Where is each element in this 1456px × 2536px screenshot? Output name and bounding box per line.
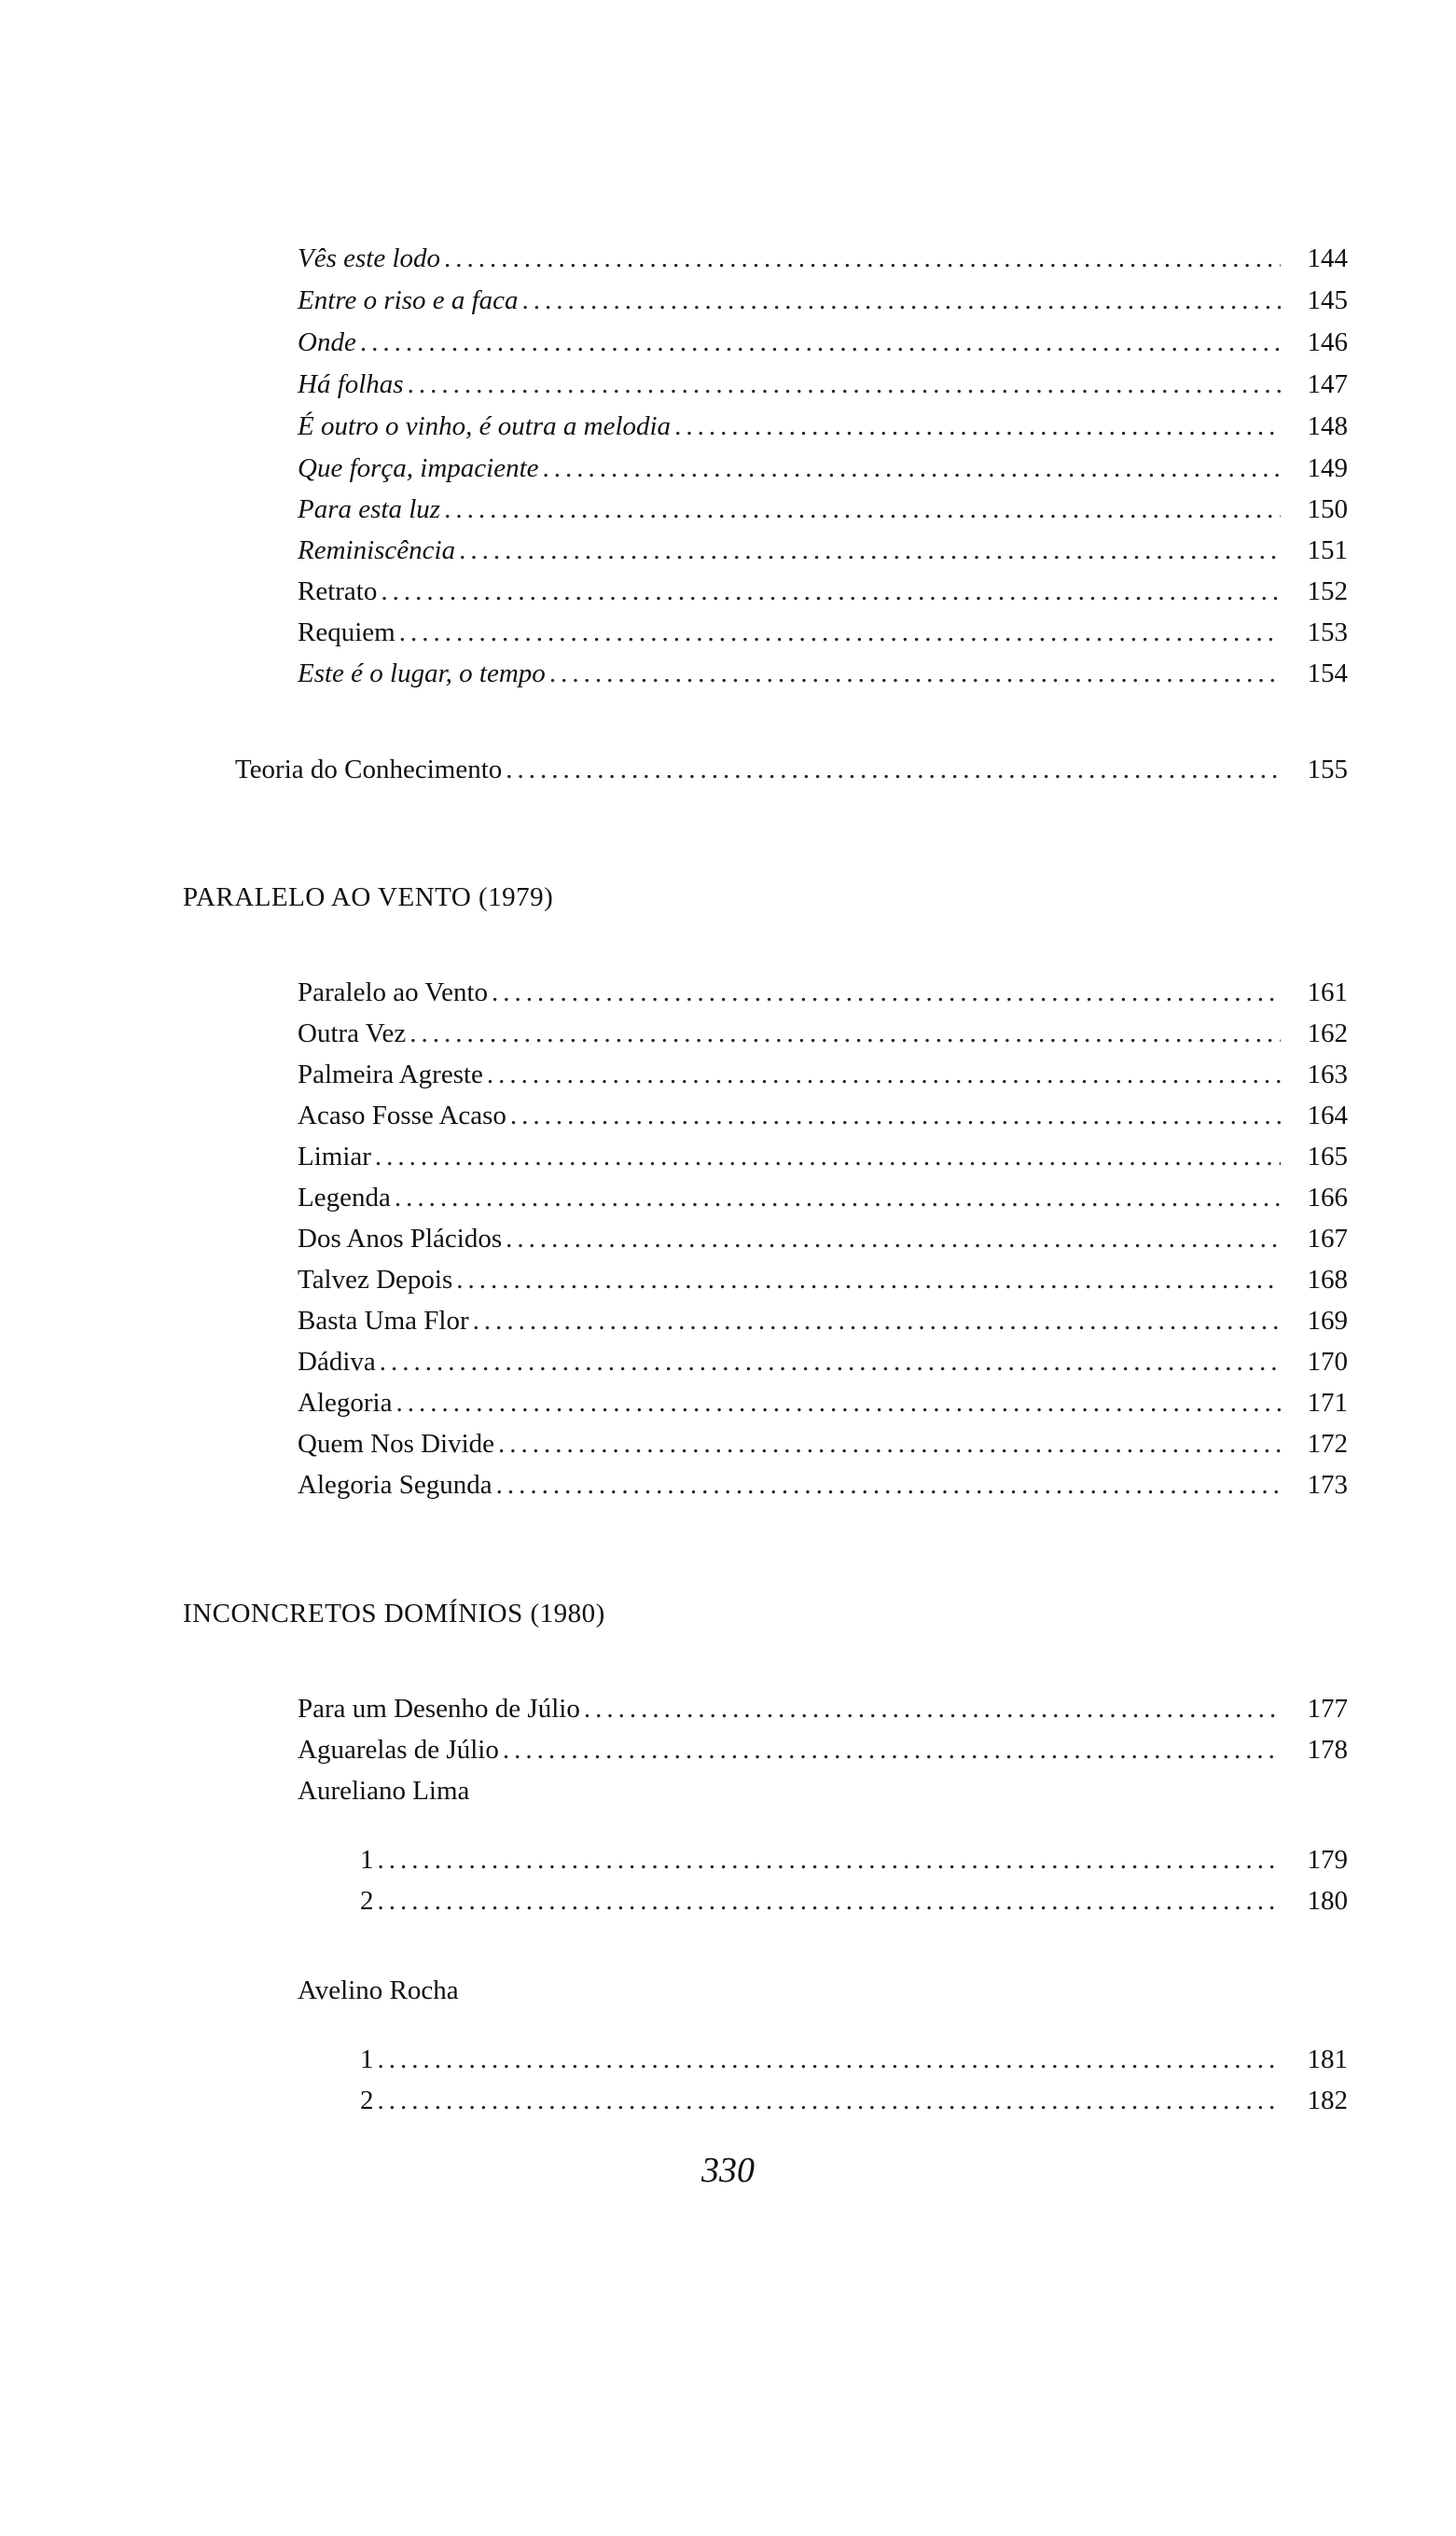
toc-entry-page: 154 [1307, 658, 1348, 688]
dot-leader [503, 1729, 1281, 1770]
toc-entry [360, 1839, 1348, 1880]
toc-entry-page: 163 [1307, 1060, 1348, 1089]
toc-entry-title: Dádiva [298, 1347, 376, 1377]
toc-entry-title: Para esta luz [298, 494, 441, 524]
dot-leader [360, 322, 1281, 363]
toc-entry-title: Alegoria [298, 1388, 393, 1418]
toc-entry [298, 1259, 1348, 1300]
toc-entry-title: Acaso Fosse Acaso [298, 1101, 506, 1130]
toc-entry [298, 1177, 1348, 1218]
toc-entry-page: 155 [1307, 755, 1348, 784]
toc-entry-title: Para um Desenho de Júlio [298, 1694, 580, 1724]
dot-leader [522, 280, 1281, 321]
toc-entry-page: 152 [1307, 576, 1348, 606]
toc-entry-page: 153 [1307, 617, 1348, 647]
toc-entry-page: 173 [1307, 1470, 1348, 1500]
dot-leader [584, 1688, 1281, 1729]
section-heading: INCONCRETOS DOMÍNIOS (1980) [183, 1599, 605, 1628]
dot-leader [506, 749, 1281, 790]
toc-entry [298, 1729, 1348, 1770]
toc-entry-page: 169 [1307, 1306, 1348, 1336]
toc-entry-title: É outro o vinho, é outra a melodia [298, 411, 672, 441]
toc-entry-page: 168 [1307, 1265, 1348, 1295]
toc-entry-title: Requiem [298, 617, 395, 647]
toc-entry-title: Palmeira Agreste [298, 1060, 483, 1089]
toc-entry-page: 181 [1307, 2044, 1348, 2074]
toc-entry [298, 1054, 1348, 1095]
dot-leader [506, 1218, 1281, 1259]
section-heading: PARALELO AO VENTO (1979) [183, 882, 554, 912]
toc-entry-page: 146 [1307, 327, 1348, 357]
toc-entry-title: Há folhas [298, 369, 404, 399]
dot-leader [510, 1095, 1281, 1136]
toc-entry-page: 164 [1307, 1101, 1348, 1130]
dot-leader [395, 1177, 1281, 1218]
toc-entry [298, 489, 1348, 530]
toc-entry-title: 1 [360, 1845, 374, 1875]
toc-entry-title: 2 [360, 2086, 374, 2115]
dot-leader [492, 972, 1281, 1013]
subsection-label: Avelino Rocha [298, 1975, 459, 2005]
dot-leader [378, 2039, 1282, 2080]
toc-entry [360, 2039, 1348, 2080]
dot-leader [549, 653, 1281, 694]
toc-entry-title: Paralelo ao Vento [298, 977, 489, 1007]
toc-entry-title: Este é o lugar, o tempo [298, 658, 546, 688]
dot-leader [378, 2080, 1282, 2121]
toc-entry [298, 1688, 1348, 1729]
toc-entry [298, 1218, 1348, 1259]
toc-entry-page: 172 [1307, 1429, 1348, 1459]
toc-entry-title: Vês este lodo [298, 243, 441, 273]
dot-leader [459, 530, 1281, 571]
toc-entry [298, 406, 1348, 447]
toc-entry [235, 749, 1348, 790]
dot-leader [456, 1259, 1281, 1300]
toc-entry-page: 149 [1307, 453, 1348, 483]
toc-entry [298, 238, 1348, 279]
toc-entry-title: Legenda [298, 1183, 391, 1213]
toc-entry-title: Retrato [298, 576, 378, 606]
toc-entry-page: 147 [1307, 369, 1348, 399]
toc-entry-title: Onde [298, 327, 356, 357]
dot-leader [409, 1013, 1281, 1054]
toc-entry-page: 165 [1307, 1142, 1348, 1171]
toc-entry-page: 145 [1307, 285, 1348, 315]
toc-entry-title: Entre o riso e a faca [298, 285, 519, 315]
toc-entry [298, 972, 1348, 1013]
toc-entry-page: 161 [1307, 977, 1348, 1007]
dot-leader [399, 612, 1281, 653]
dot-leader [381, 571, 1281, 612]
toc-entry [360, 2080, 1348, 2121]
toc-entry [298, 612, 1348, 653]
toc-entry [298, 530, 1348, 571]
dot-leader [408, 364, 1281, 405]
toc-entry-title: Basta Uma Flor [298, 1306, 469, 1336]
toc-entry [298, 653, 1348, 694]
toc-entry-page: 151 [1307, 535, 1348, 565]
toc-entry [298, 1136, 1348, 1177]
toc-entry-page: 177 [1307, 1694, 1348, 1724]
dot-leader [444, 238, 1281, 279]
toc-entry-page: 162 [1307, 1019, 1348, 1048]
dot-leader [473, 1300, 1281, 1341]
toc-entry [298, 280, 1348, 321]
toc-entry-title: Outra Vez [298, 1019, 407, 1048]
toc-entry-page: 166 [1307, 1183, 1348, 1213]
toc-entry-title: 1 [360, 2044, 374, 2074]
toc-entry [298, 448, 1348, 489]
toc-entry-title: Quem Nos Divide [298, 1429, 495, 1459]
toc-entry-title: Teoria do Conhecimento [235, 755, 503, 784]
toc-entry [298, 1300, 1348, 1341]
dot-leader [496, 1464, 1281, 1505]
toc-entry-page: 144 [1307, 243, 1348, 273]
dot-leader [395, 1382, 1281, 1423]
toc-entry-title: Talvez Depois [298, 1265, 453, 1295]
toc-entry [360, 1880, 1348, 1921]
dot-leader [378, 1880, 1282, 1921]
toc-entry [298, 322, 1348, 363]
dot-leader [378, 1839, 1282, 1880]
toc-entry-page: 182 [1307, 2086, 1348, 2115]
toc-entry-title: Que força, impaciente [298, 453, 539, 483]
toc-entry-page: 150 [1307, 494, 1348, 524]
dot-leader [375, 1136, 1281, 1177]
toc-entry-title: Dos Anos Plácidos [298, 1224, 503, 1254]
dot-leader [487, 1054, 1281, 1095]
dot-leader [380, 1341, 1281, 1382]
toc-entry [298, 364, 1348, 405]
toc-entry [298, 1095, 1348, 1136]
page-number: 330 [701, 2151, 755, 2190]
toc-entry-title: Limiar [298, 1142, 371, 1171]
toc-entry-page: 180 [1307, 1886, 1348, 1916]
toc-entry-title: 2 [360, 1886, 374, 1916]
toc-entry-page: 170 [1307, 1347, 1348, 1377]
toc-entry [298, 1341, 1348, 1382]
toc-entry [298, 1382, 1348, 1423]
dot-leader [444, 489, 1281, 530]
toc-entry [298, 1013, 1348, 1054]
toc-entry-page: 171 [1307, 1388, 1348, 1418]
toc-entry-page: 179 [1307, 1845, 1348, 1875]
toc-entry-page: 148 [1307, 411, 1348, 441]
toc-entry-page: 178 [1307, 1735, 1348, 1765]
toc-entry-title: Reminiscência [298, 535, 456, 565]
dot-leader [543, 448, 1281, 489]
toc-entry [298, 1464, 1348, 1505]
toc-entry [298, 571, 1348, 612]
toc-entry-title: Aguarelas de Júlio [298, 1735, 499, 1765]
toc-entry-title: Alegoria Segunda [298, 1470, 492, 1500]
dot-leader [498, 1423, 1281, 1464]
toc-entry-page: 167 [1307, 1224, 1348, 1254]
toc-entry [298, 1423, 1348, 1464]
subsection-label: Aureliano Lima [298, 1776, 470, 1806]
dot-leader [674, 406, 1281, 447]
